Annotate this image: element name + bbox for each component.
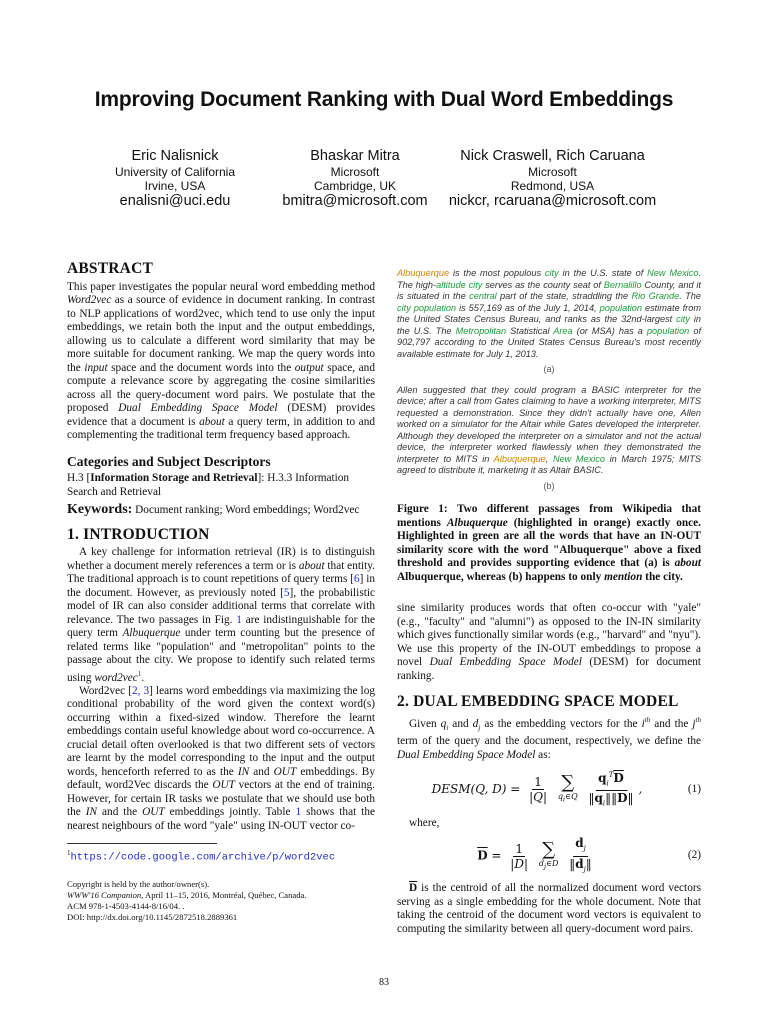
left-column bbox=[67, 262, 375, 923]
page-number: 83 bbox=[379, 977, 389, 988]
section-2-paragraph-1: Given $q_i$ and $d_j$ as the embedding vectors for the $i^{th}$ and the $j^{th}$ term of the query and the document, respectively, we define the Dual Embedding Space Model as: bbox=[397, 715, 701, 761]
equation-2: $\overline{D}$ = $\frac{1}{|D|}$ ∑ $d_j\in D$ $\frac{d_j}{‖d_j‖}$ (2) bbox=[477, 836, 701, 874]
author-3 bbox=[430, 148, 675, 210]
author-affiliation: Microsoft bbox=[528, 165, 577, 179]
author-1 bbox=[90, 148, 260, 210]
author-location: Redmond, USA bbox=[510, 179, 595, 193]
author-email: enalisni@uci.edu bbox=[119, 193, 231, 209]
introduction-heading: 1. INTRODUCTION bbox=[67, 525, 210, 543]
author-location: Cambridge, UK bbox=[313, 179, 397, 193]
abstract-text: This paper investigates the popular neural word embedding method Word2vec as a source of evidence in document ranking. In contrast to NLP applications of word2vec, which tend to use only the input embeddings, we retain both the input and the output embeddings, allowing us to calculate a different word similarity that may be more suitable for document ranking. We map the query words into the input space and the document words into the output space, and compute a relevance score by aggregating the cosine similarities across all the query-document word pairs. We postulate that the proposed Dual Embedding Space Model (DESM) provides evidence that a document is about a query term, in addition to and complementing the traditional term frequency based approach. bbox=[67, 280, 375, 441]
author-affiliation: University of California bbox=[114, 165, 236, 179]
citation-link[interactable]: 5 bbox=[283, 586, 290, 599]
equation-number: (2) bbox=[687, 849, 701, 862]
author-location: Irvine, USA bbox=[144, 179, 206, 193]
categories-text: H.3 [Information Storage and Retrieval]: H.3.3 Information Search and Retrieval bbox=[67, 472, 350, 498]
footnote-link[interactable]: 1 bbox=[137, 669, 142, 678]
figure-link[interactable]: 1 bbox=[236, 613, 242, 626]
equation-number: (1) bbox=[687, 782, 701, 795]
section-2-paragraph-2: $\overline{D}$ is the centroid of all the normalized document word vectors serving as a single embedding for the whole document. Note that taking the centroid of the document word vectors is equivalent to computing the similarity between all query-document word pairs. bbox=[397, 882, 701, 935]
abstract-heading: ABSTRACT bbox=[67, 260, 154, 277]
author-name: Bhaskar Mitra bbox=[310, 148, 400, 164]
figure-1a-label: (a) bbox=[543, 364, 555, 374]
section-2-heading: 2. DUAL EMBEDDING SPACE MODEL bbox=[397, 693, 679, 710]
author-name: Nick Craswell, Rich Caruana bbox=[460, 148, 645, 164]
intro-paragraph-1: A key challenge for information retrieval (IR) is to distinguish whether a document merely references a term or is about that entity. The traditional approach is to count repetitions of query terms [6] in the document. However, as previously noted [5], the probabilistic model of IR can also consider additional terms that correlate with relevance. The two passages in Fig. 1 are indistinguishable for the query term Albuquerque under term counting but the presence of related terms like "population" and "metropolitan" points to the passage about the city. We propose to identify such related terms using word2vec$^1$. bbox=[67, 546, 376, 684]
citation-link[interactable]: 2, 3 bbox=[131, 684, 150, 697]
where-label: where, bbox=[409, 816, 440, 829]
table-link[interactable]: 1 bbox=[295, 806, 302, 819]
right-paragraph: sine similarity produces words that often co-occur with "yale" (e.g., "faculty" and "alumni") as opposed to the IN-IN similarity which gives functionally similar words (e.g., "harvard" and "nyu"). We use this property of the IN-OUT embeddings to propose a novel Dual Embedding Space Model (DESM) for document ranking. bbox=[397, 602, 701, 682]
author-name: Eric Nalisnick bbox=[131, 148, 219, 164]
figure-1b-passage: Allen suggested that they could program a BASIC interpreter for the device; after a call from Gates claiming to have a working interpreter, MITS requested a demonstration. Since they didn't actually have one, Allen worked on a simulator for the Altair while Gates developed the interpreter. Although they developed the interpreter on a simulator and not the actual device, the interpreter worked flawlessly when they demonstrated the interpreter to MITS in Albuquerque, New Mexico in March 1975; MITS agreed to distribute it, marketing it as Altair BASIC. bbox=[397, 384, 701, 475]
categories-heading: Categories and Subject Descriptors bbox=[67, 453, 271, 469]
right-column bbox=[397, 268, 701, 936]
figure-1-caption: Figure 1: Two different passages from Wikipedia that mentions Albuquerque (highlighted in orange) exactly once. Highlighted in green are all the words that have an IN-OUT similarity score with the word "Albuquerque" above a fixed threshold and provides supporting evidence that (a) is about Albuquerque, whereas (b) happens to only mention the city. bbox=[397, 503, 701, 583]
footnote-divider bbox=[67, 843, 217, 844]
intro-paragraph-2: Word2vec [2, 3] learns word embeddings via maximizing the log conditional probability of the word given the context word(s) occurring within a fixed-sized window. Therefore the learnt embeddings contain useful knowledge about word co-occurrence. A crucial detail often overlooked is that two different sets of vectors are learnt by the model corresponding to the input and the output words, henceforth referred to as the IN and OUT embeddings. By default, word2Vec discards the OUT vectors at the end of training. However, for certain IR tasks we postulate that we should use both the IN and the OUT embeddings jointly. Table 1 shows that the nearest neighbours of the word "yale" using IN-OUT vector co- bbox=[67, 684, 375, 832]
citation-link[interactable]: 6 bbox=[353, 573, 360, 585]
author-affiliation: Microsoft bbox=[330, 165, 380, 179]
figure-1a-passage: Albuquerque is the most populous city in the U.S. state of New Mexico. The high-altitude city serves as the county seat of Bernalillo County, and it is situated in the central part of the state, straddling the Rio Grande. The city population is 557,169 as of the July 1, 2014, population estimate from the United States Census Bureau, and ranks as the 32nd-largest city in the U.S. The Metropolitan Statistical Area (or MSA) has a population of 902,797 according to the United States Census Bureau's most recently available estimate for July 1, 2013. bbox=[397, 268, 701, 359]
author-email: nickcr, rcaruana@microsoft.com bbox=[448, 193, 657, 209]
figure-1b-label: (b) bbox=[543, 480, 555, 491]
author-email: bmitra@microsoft.com bbox=[282, 193, 428, 209]
keywords: Keywords: Document ranking; Word embeddings; Word2vec bbox=[67, 502, 360, 517]
equation-1: DESM(Q, D) = $\frac{1}{|Q|}$ ∑ $q_i\in Q$ $\frac{q_i^T\overline{D}}{‖q_i‖‖\overline{D}‖}$ , (1) bbox=[397, 768, 701, 811]
footnote: $^1$https://code.google.com/archive/p/word2vec bbox=[67, 843, 375, 865]
author-2 bbox=[255, 148, 455, 210]
paper-title: Improving Document Ranking with Dual Word Embeddings bbox=[94, 88, 674, 111]
copyright-block: Copyright is held by the author/owner(s). WWW'16 Companion, April 11–15, 2016, Montréal, Québec, Canada. ACM 978-1-4503-4144-8/16/04. . DOI: http://dx.doi.org/10.1145/2872518.2889361 bbox=[67, 879, 307, 923]
footnote-url-link[interactable]: https://code.google.com/archive/p/word2vec bbox=[70, 851, 336, 864]
